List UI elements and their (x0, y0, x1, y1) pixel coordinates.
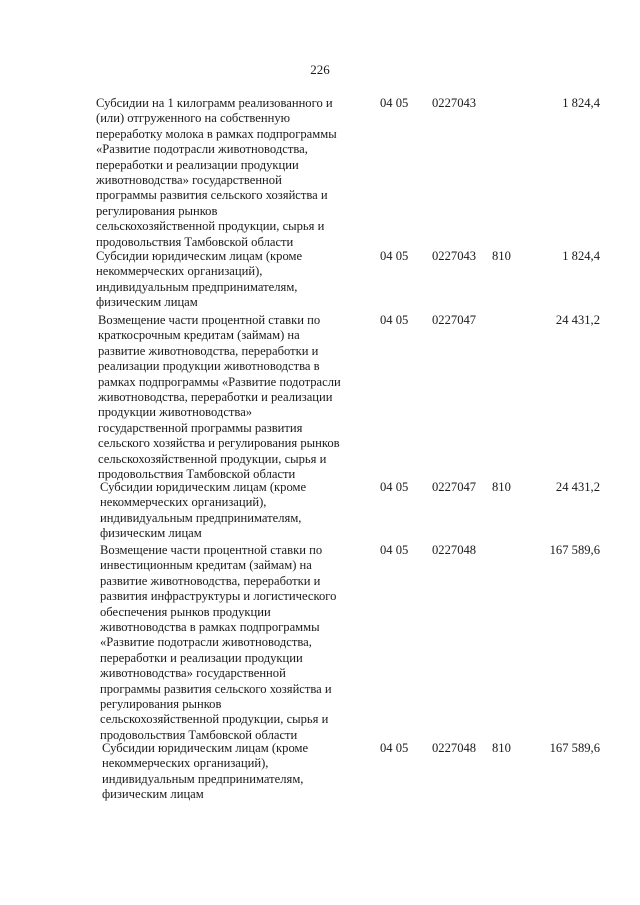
row-code: 0227048 (432, 741, 477, 755)
row-description: Субсидии на 1 килограмм реализованного и (или) отгруженного на собственную переработку молока в рамках подпрограммы «Развитие подотрасли животноводства, переработки и реализации продукции животноводства» государственной программы развития сельского хозяйства и регулирования рынков сельскохозяйственной продукции, сырья и продовольствия Тамбовской области (96, 96, 337, 249)
row-code: 0227043 (432, 96, 477, 110)
row-code: 0227047 (432, 313, 477, 327)
row-code: 0227043 (432, 249, 477, 263)
row-amount: 167 589,6 (549, 741, 600, 755)
row-amount: 24 431,2 (555, 313, 600, 327)
page-number: 226 (310, 62, 330, 77)
row-amount: 1 824,4 (562, 96, 600, 110)
row-section: 04 05 (380, 313, 409, 327)
row-description: Субсидии юридическим лицам (кроме некоммерческих организаций), индивидуальным предпринимателям, физическим лицам (96, 249, 303, 310)
row-section: 04 05 (380, 543, 409, 557)
row-description: Возмещение части процентной ставки по инвестиционным кредитам (займам) на развитие животноводства, переработки и развития инфраструктуры и логистического обеспечения рынков продукции животноводства в рамках подпрограммы «Развитие подотрасли животноводства, переработки и реализации продукции животноводства» государственной программы развития сельского хозяйства и регулирования рынков сельскохозяйственной продукции, сырья и продовольствия Тамбовской области (100, 543, 337, 742)
row-expense-type: 810 (492, 741, 511, 755)
row-code: 0227048 (432, 543, 477, 557)
row-description: Возмещение части процентной ставки по краткосрочным кредитам (займам) на развитие животноводства, переработки и реализации продукции животноводства в рамках подпрограммы «Развитие подотрасли животноводства, переработки и реализации продукции животноводства» государственной программы развития сельского хозяйства и регулирования рынков сельскохозяйственной продукции, сырья и продовольствия Тамбовской области (98, 313, 341, 482)
row-code: 0227047 (432, 480, 477, 494)
row-section: 04 05 (380, 249, 409, 263)
row-expense-type: 810 (492, 480, 511, 494)
row-amount: 1 824,4 (562, 249, 600, 263)
row-amount: 167 589,6 (549, 543, 600, 557)
row-expense-type: 810 (492, 249, 511, 263)
row-description: Субсидии юридическим лицам (кроме некоммерческих организаций), индивидуальным предпринимателям, физическим лицам (100, 480, 307, 541)
row-description: Субсидии юридическим лицам (кроме некоммерческих организаций), индивидуальным предпринимателям, физическим лицам (102, 741, 309, 802)
row-section: 04 05 (380, 741, 409, 755)
row-section: 04 05 (380, 96, 409, 110)
row-amount: 24 431,2 (555, 480, 600, 494)
row-section: 04 05 (380, 480, 409, 494)
